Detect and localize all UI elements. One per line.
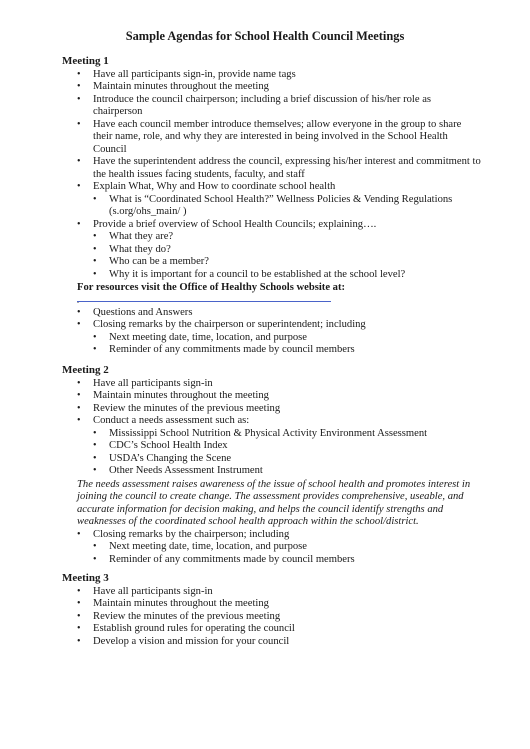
list-item-text: Have all participants sign-in	[93, 377, 213, 389]
list-item	[62, 81, 482, 94]
list-item-text: Introduce the council chairperson; including a brief discussion of his/her role as chairperson	[93, 93, 432, 117]
list-item	[62, 586, 482, 599]
bullet-icon: •	[93, 344, 97, 355]
list-item-text: Next meeting date, time, location, and purpose	[109, 541, 307, 552]
list-item-text: Establish ground rules for operating the council	[93, 623, 295, 634]
bullet-icon: •	[77, 81, 81, 92]
bullet-icon: •	[77, 306, 81, 318]
resources-link-text: For resources visit the Office of Healthy Schools website at:	[77, 282, 346, 293]
bullet-icon: •	[93, 256, 97, 267]
list-item-text: Have all participants sign-in	[93, 585, 213, 597]
bullet-icon: •	[77, 377, 81, 389]
meeting-2-list-a	[62, 378, 482, 478]
bullet-icon: •	[93, 427, 97, 439]
bullet-icon: •	[77, 415, 81, 426]
bullet-icon: •	[77, 528, 81, 540]
list-item	[62, 156, 482, 181]
sub-list-item	[62, 269, 482, 282]
sub-list-item	[62, 428, 482, 441]
list-item-text: Mississippi School Nutrition & Physical Activity Environment Assessment	[109, 427, 428, 439]
list-item-text: Why it is important for a council to be established at the school level?	[109, 268, 406, 280]
list-item-text: Who can be a member?	[109, 256, 209, 267]
sub-list-item	[62, 541, 482, 554]
bullet-icon: •	[93, 452, 97, 464]
sub-list-item	[62, 256, 482, 269]
list-item	[62, 219, 482, 232]
website-link-underline[interactable]: .	[77, 301, 331, 302]
list-item-text: Provide a brief overview of School Health Councils; explaining….	[93, 218, 377, 230]
list-item	[62, 598, 482, 611]
bullet-icon: •	[77, 610, 81, 622]
list-item-text: Maintain minutes throughout the meeting	[93, 81, 269, 92]
bullet-icon: •	[93, 553, 97, 565]
sub-list-item	[62, 453, 482, 466]
list-item	[62, 415, 482, 428]
page-title: Sample Agendas for School Health Council Meetings	[125, 29, 405, 43]
bullet-icon: •	[93, 331, 97, 343]
sub-list-item	[62, 344, 482, 357]
list-item	[62, 307, 482, 320]
bullet-icon: •	[77, 68, 81, 80]
meeting-2-heading: Meeting 2	[62, 364, 109, 376]
meeting-3-list-a	[62, 586, 482, 649]
bullet-icon: •	[93, 465, 97, 476]
list-item-text: Closing remarks by the chairperson; including	[93, 528, 290, 540]
list-item-text: Reminder of any commitments made by council members	[109, 553, 355, 565]
list-item	[62, 529, 482, 542]
list-item-text: Maintain minutes throughout the meeting	[93, 598, 269, 609]
list-item-text: Conduct a needs assessment such as:	[93, 415, 250, 426]
list-item-text: Reminder of any commitments made by council members	[109, 344, 355, 355]
list-item	[62, 636, 482, 649]
bullet-icon: •	[77, 598, 81, 609]
meeting-1-list-a	[62, 69, 482, 282]
list-item-text: Other Needs Assessment Instrument	[109, 465, 263, 476]
bullet-icon: •	[93, 193, 97, 205]
list-item	[62, 403, 482, 416]
sub-list-item	[62, 554, 482, 567]
bullet-icon: •	[77, 623, 81, 634]
list-item	[62, 69, 482, 82]
meeting-2-section	[62, 364, 482, 566]
meeting-3-section	[62, 572, 482, 648]
sub-list-item	[62, 332, 482, 345]
list-item-text: Have all participants sign-in, provide name tags	[93, 68, 296, 80]
meeting-1-heading: Meeting 1	[62, 55, 109, 67]
list-item-text: USDA’s Changing the Scene	[109, 452, 232, 464]
bullet-icon: •	[77, 218, 81, 230]
list-item-text: Maintain minutes throughout the meeting	[93, 390, 269, 401]
list-item-text: Next meeting date, time, location, and purpose	[109, 331, 307, 343]
meeting-1-section	[62, 55, 482, 357]
list-item-text: Have the superintendent address the council, expressing his/her interest and commitment to the health issues facing students, faculty, and staff	[93, 156, 481, 180]
list-item	[62, 390, 482, 403]
list-item	[62, 181, 482, 194]
bullet-icon: •	[77, 402, 81, 414]
list-item	[62, 378, 482, 391]
needs-assessment-note: The needs assessment raises awareness of the issue of school health and promotes interest in joining the council to create change. The assessment provides comprehensive, useable, and accurate information for decision making, and helps the council identify strengths and weaknesses of the coordinated school health approach within the school/district.	[77, 478, 471, 527]
bullet-icon: •	[77, 181, 81, 192]
bullet-icon: •	[77, 118, 81, 130]
bullet-icon: •	[77, 156, 81, 167]
sub-list-item	[62, 465, 482, 478]
list-item-text: What they are?	[109, 231, 174, 242]
list-item	[62, 611, 482, 624]
meeting-2-list-b	[62, 529, 482, 567]
list-item-text: Have each council member introduce themselves; allow everyone in the group to share their name, role, and why they are interested in being involved in the School Health Council	[93, 118, 462, 155]
bullet-icon: •	[93, 440, 97, 451]
meeting-3-heading: Meeting 3	[62, 572, 109, 584]
sub-list-item	[62, 440, 482, 453]
bullet-icon: •	[93, 268, 97, 280]
bullet-icon: •	[77, 319, 81, 330]
list-item-text: Develop a vision and mission for your council	[93, 635, 290, 647]
sub-list-item	[62, 244, 482, 257]
sub-list-item	[62, 194, 482, 219]
list-item-text: Explain What, Why and How to coordinate school health	[93, 181, 336, 192]
list-item-text: CDC’s School Health Index	[109, 440, 228, 451]
bullet-icon: •	[77, 585, 81, 597]
list-item-text: Questions and Answers	[93, 306, 193, 318]
list-item	[62, 623, 482, 636]
bullet-icon: •	[93, 243, 97, 255]
list-item	[62, 319, 482, 332]
bullet-icon: •	[77, 390, 81, 401]
list-item-text: What is “Coordinated School Health?” Wellness Policies & Vending Regulations (s.org/ohs_main/ )	[109, 193, 453, 217]
bullet-icon: •	[93, 541, 97, 552]
sub-list-item	[62, 231, 482, 244]
bullet-icon: •	[93, 231, 97, 242]
meeting-1-list-b	[62, 307, 482, 357]
list-item-text: Review the minutes of the previous meeting	[93, 610, 281, 622]
bullet-icon: •	[77, 635, 81, 647]
list-item	[62, 119, 482, 157]
list-item-text: Closing remarks by the chairperson or superintendent; including	[93, 319, 366, 330]
bullet-icon: •	[77, 93, 81, 105]
list-item-text: Review the minutes of the previous meeting	[93, 402, 281, 414]
list-item-text: What they do?	[109, 243, 171, 255]
list-item	[62, 94, 482, 119]
